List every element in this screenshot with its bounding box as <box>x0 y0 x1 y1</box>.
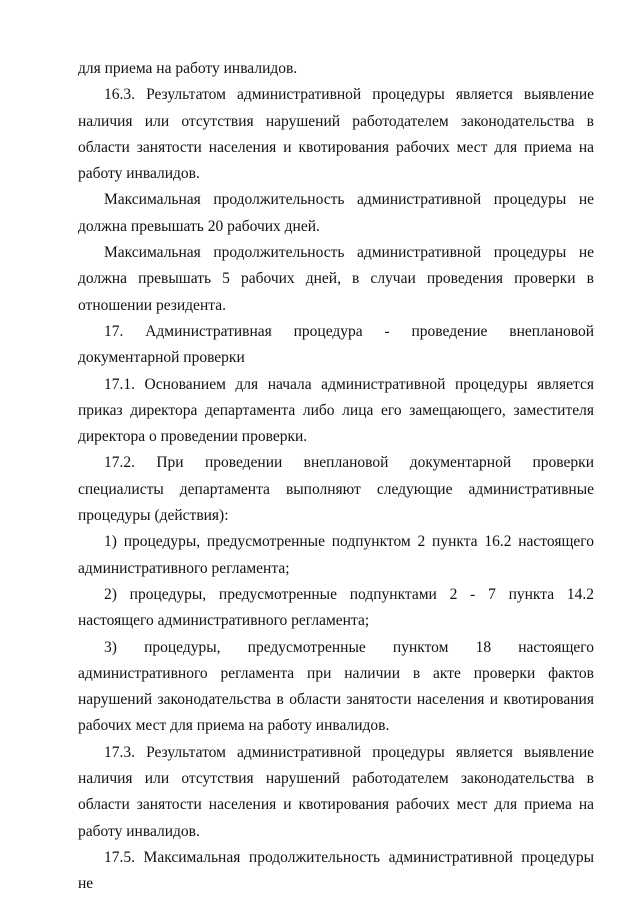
paragraph-17-5: 17.5. Максимальная продолжительность административной процедуры не <box>78 848 594 893</box>
list-item-2: 2) процедуры, предусмотренные подпунктами 2 - 7 пункта 14.2 настоящего административного регламента; <box>78 585 594 630</box>
section-17-heading: 17. Административная процедура - проведение внеплановой <box>104 322 594 340</box>
section-17-heading-continuation: документарной проверки <box>78 349 245 367</box>
paragraph-17-1: 17.1. Основанием для начала административной процедуры является приказ директора департамента либо лица его замещающего, заместителя директора о проведении проверки. <box>78 375 594 446</box>
document-body <box>78 56 594 898</box>
list-item-3: 3) процедуры, предусмотренные пунктом 18 настоящего административного регламента при наличии в акте проверки фактов нарушений законодательства в области занятости населения и квотирования рабочих мест для приема на работу инвалидов. <box>78 638 594 735</box>
list-item-1: 1) процедуры, предусмотренные подпунктом 2 пункта 16.2 настоящего административного регламента; <box>78 533 594 577</box>
paragraph-max-duration-5: Максимальная продолжительность административной процедуры не должна превышать 5 рабочих дней, в случаи проведения проверки в отношении резидента. <box>78 244 594 314</box>
paragraph-17-2: 17.2. При проведении внеплановой документарной проверки специалисты департамента выполняют следующие административные процедуры (действия): <box>78 454 594 525</box>
paragraph-17-3: 17.3. Результатом административной процедуры является выявление наличия или отсутствия нарушений работодателем законодательства в области занятости населения и квотирования рабочих мест для приема на работу инвалидов. <box>78 743 594 840</box>
paragraph-16-3: 16.3. Результатом административной процедуры является выявление наличия или отсутствия нарушений работодателем законодательства в области занятости населения и квотирования рабочих мест для приема на работу инвалидов. <box>78 86 594 183</box>
paragraph-max-duration-20: Максимальная продолжительность административной процедуры не должна превышать 20 рабочих дней. <box>78 191 594 235</box>
paragraph-continuation: для приема на работу инвалидов. <box>78 60 298 77</box>
